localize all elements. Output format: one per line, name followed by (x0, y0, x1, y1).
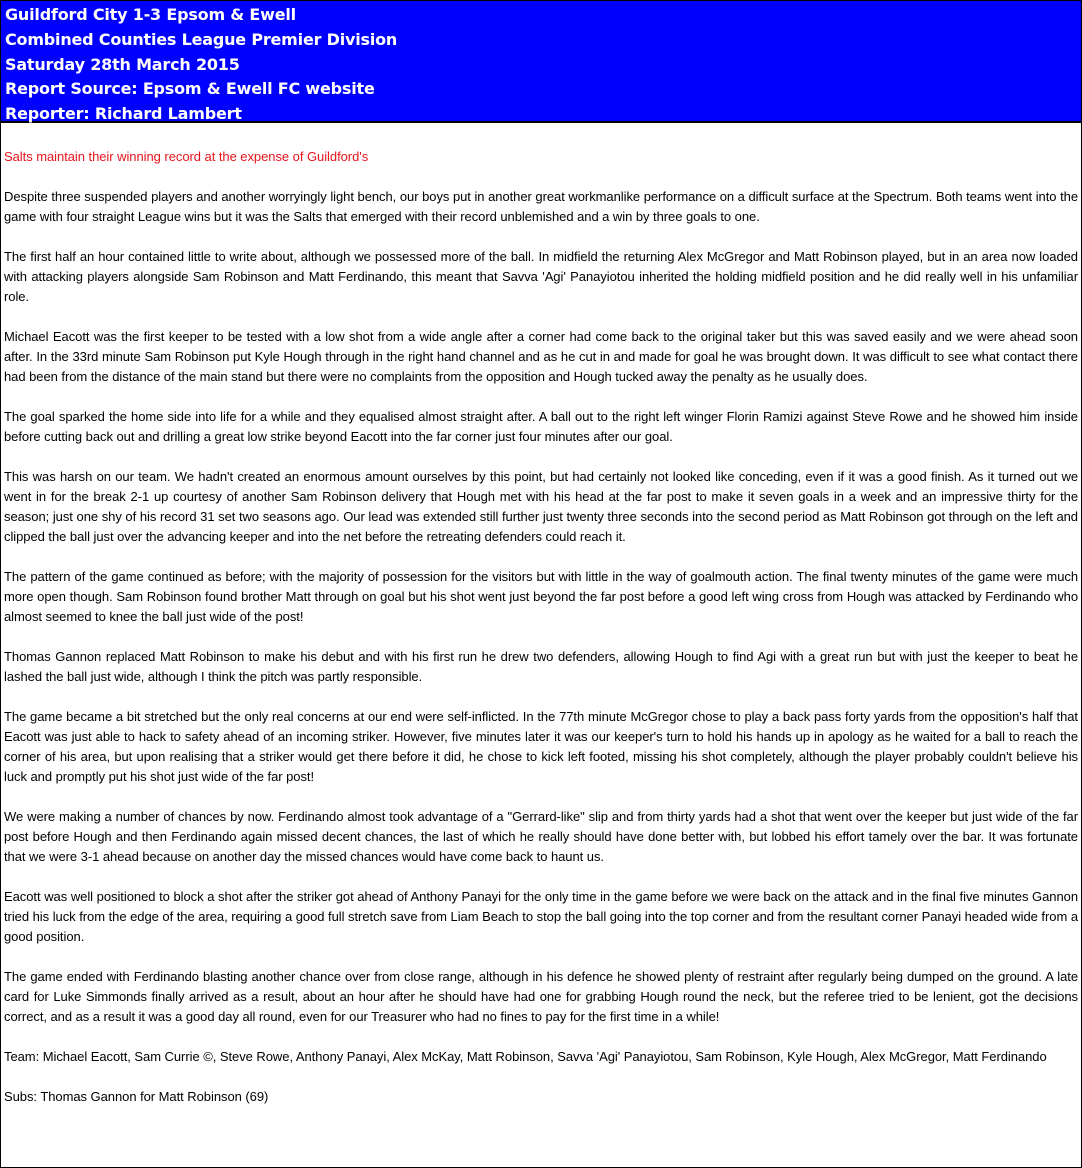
report-source: Report Source: Epsom & Ewell FC website (5, 79, 375, 99)
report-headline: Salts maintain their winning record at the expense of Guildford's (4, 149, 369, 164)
report-paragraph: Eacott was well positioned to block a shot after the striker got ahead of Anthony Panayi for the only time in the game before we were back on the attack and in the final five minutes Gannon tried his luck from the edge of the area, requiring a good full stretch save from Liam Beach to stop the ball going into the top corner and from the resultant corner Panayi headed wide from a good position. (4, 889, 1078, 944)
report-paragraph: Michael Eacott was the first keeper to be tested with a low shot from a wide angle after a corner had come back to the original taker but this was saved easily and we were ahead soon after. In the 33rd minute Sam Robinson put Kyle Hough through in the right hand channel and as he cut in and made for goal he was brought down. It was difficult to see what contact there had been from the distance of the main stand but there were no complaints from the opposition and Hough tucked away the penalty as he usually does. (4, 329, 1078, 384)
report-paragraph: We were making a number of chances by now. Ferdinando almost took advantage of a "Gerrard-like" slip and from thirty yards had a shot that went over the keeper but just wide of the far post before Hough and then Ferdinando again missed decent chances, the last of which he really should have done better with, but lobbed his effort tamely over the bar. It was fortunate that we were 3-1 ahead because on another day the missed chances would have come back to haunt us. (4, 809, 1078, 864)
report-paragraph: Thomas Gannon replaced Matt Robinson to make his debut and with his first run he drew two defenders, allowing Hough to find Agi with a great run but with just the keeper to beat he lashed the ball just wide, although I think the pitch was partly responsible. (4, 649, 1078, 684)
team-lineup: Team: Michael Eacott, Sam Currie ©, Steve Rowe, Anthony Panayi, Alex McKay, Matt Robinson, Savva 'Agi' Panayiotou, Sam Robinson, Kyle Hough, Alex McGregor, Matt Ferdinando (4, 1049, 1047, 1064)
report-paragraph: The first half an hour contained little to write about, although we possessed more of the ball. In midfield the returning Alex McGregor and Matt Robinson played, but in an area now loaded with attacking players alongside Sam Robinson and Matt Ferdinando, this meant that Savva 'Agi' Panayiotou inherited the holding midfield position and he did really well in his unfamiliar role. (4, 249, 1078, 304)
report-paragraph: The goal sparked the home side into life for a while and they equalised almost straight after. A ball out to the right left winger Florin Ramizi against Steve Rowe and he showed him inside before cutting back out and drilling a great low strike beyond Eacott into the far corner just four minutes after our goal. (4, 409, 1078, 444)
report-paragraph: This was harsh on our team. We hadn't created an enormous amount ourselves by this point, but had certainly not looked like conceding, even if it was a good finish. As it turned out we went in for the break 2-1 up courtesy of another Sam Robinson delivery that Hough met with his head at the far post to make it seven goals in a week and an impressive thirty for the season; just one shy of his record 31 set two seasons ago. Our lead was extended still further just twenty three seconds into the second period as Matt Robinson got through on the left and clipped the ball just over the advancing keeper and into the net before the retreating defenders could reach it. (4, 469, 1078, 544)
report-body (1, 123, 1081, 1107)
match-header (1, 1, 1081, 123)
competition-name: Combined Counties League Premier Division (5, 29, 398, 49)
substitutes: Subs: Thomas Gannon for Matt Robinson (69) (4, 1089, 269, 1104)
match-date: Saturday 28th March 2015 (5, 54, 240, 74)
report-paragraph: Despite three suspended players and another worryingly light bench, our boys put in another great workmanlike performance on a difficult surface at the Spectrum. Both teams went into the game with four straight League wins but it was the Salts that emerged with their record unblemished and a win by three goals to one. (4, 189, 1078, 224)
report-paragraph: The pattern of the game continued as before; with the majority of possession for the visitors but with little in the way of goalmouth action. The final twenty minutes of the game were much more open though. Sam Robinson found brother Matt through on goal but his shot went just beyond the far post before a good left wing cross from Hough was attacked by Ferdinando who almost seemed to knee the ball just wide of the post! (4, 569, 1078, 624)
reporter-name: Reporter: Richard Lambert (5, 104, 242, 124)
report-paragraph: The game became a bit stretched but the only real concerns at our end were self-inflicted. In the 77th minute McGregor chose to play a back pass forty yards from the opposition's half that Eacott was just able to hack to safety ahead of an incoming striker. However, five minutes later it was our keeper's turn to hold his hands up in apology as he waited for a ball to reach the corner of his area, but upon realising that a striker would get there before it did, he chose to kick left footed, missing his shot completely, although the player probably couldn't believe his luck and promptly put his shot just wide of the far post! (4, 709, 1078, 784)
match-title: Guildford City 1-3 Epsom & Ewell (5, 5, 296, 24)
report-paragraph: The game ended with Ferdinando blasting another chance over from close range, although in his defence he showed plenty of restraint after regularly being dumped on the ground. A late card for Luke Simmonds finally arrived as a result, about an hour after he should have had one for grabbing Hough round the neck, but the referee tried to be lenient, got the decisions correct, and as a result it was a good day all round, even for our Treasurer who had no fines to pay for the first time in a while! (4, 969, 1078, 1024)
